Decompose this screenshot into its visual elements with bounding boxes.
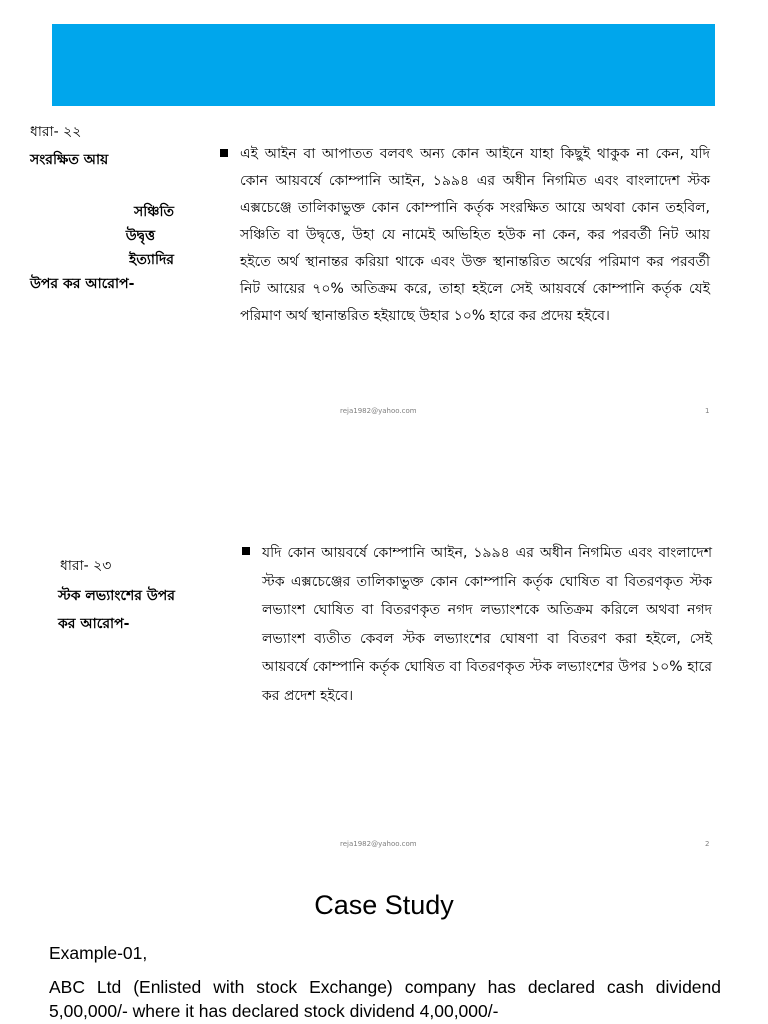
bullet-item — [242, 539, 712, 710]
footer-email: reja1982@yahoo.com — [340, 407, 417, 415]
side-heading-line-3: উদ্বৃত্ত — [125, 228, 155, 244]
slide-1 — [0, 0, 768, 432]
example-body: ABC Ltd (Enlisted with stock Exchange) company has declared cash dividend 5,00,000/- where it has declared stock dividend 4,00,000/- — [49, 977, 721, 1021]
side-heading-line-1: সংরক্ষিত আয় — [30, 152, 109, 168]
title-banner — [52, 24, 715, 106]
slide-title: Case Study — [314, 890, 454, 920]
section-number: ধারা- ২৩ — [60, 558, 112, 574]
footer-email: reja1982@yahoo.com — [340, 840, 417, 848]
bullet-item — [220, 141, 710, 330]
example-label: Example-01, — [49, 943, 148, 963]
side-heading-line-5: উপর কর আরোপ- — [30, 276, 135, 292]
bullet-text: যদি কোন আয়বর্ষে কোম্পানি আইন, ১৯৯৪ এর অধীন নিগমিত এবং বাংলাদেশ স্টক এক্সচেঞ্জের তালিকাভুক্ত কোন কোম্পানি কর্তৃক ঘোষিত বা বিতরণকৃত স্টক লভ্যাংশ ঘোষিত বা বিতরণকৃত নগদ লভ্যাংশকে অতিক্রম করিলে অথবা নগদ লভ্যাংশ ব্যতীত কেবল স্টক লভ্যাংশের ঘোষণা বা বিতরণ করা হইলে, সেই আয়বর্ষে কোম্পানি কর্তৃক ঘোষিত বা বিতরণকৃত স্টক লভ্যাংশের উপর ১০% হারে কর প্রদেশ হইবে। — [262, 545, 712, 704]
side-heading-line-2: সঞ্চিতি — [134, 204, 174, 220]
side-heading-line-1: স্টক লভ্যাংশের উপর — [58, 588, 175, 604]
slide-3 — [0, 864, 768, 1024]
page-number: 1 — [705, 407, 710, 415]
square-bullet-icon — [242, 547, 250, 555]
side-heading-line-2: কর আরোপ- — [58, 616, 130, 632]
side-heading-line-4: ইত্যাদির — [129, 252, 174, 268]
section-number: ধারা- ২২ — [30, 124, 82, 140]
page-number: 2 — [705, 840, 710, 848]
slide-2 — [0, 432, 768, 864]
bullet-text: এই আইন বা আপাতত বলবৎ অন্য কোন আইনে যাহা কিছুই থাকুক না কেন, যদি কোন আয়বর্ষে কোম্পানি আইন, ১৯৯৪ এর অধীন নিগমিত এবং বাংলাদেশ স্টক এক্সচেঞ্জে তালিকাভুক্ত কোন কোম্পানি কর্তৃক সংরক্ষিত আয়ে অথবা কোন তহবিল, সঞ্চিতি বা উদ্বৃত্তে, উহা যে নামেই অভিহিত হউক না কেন, কর পরবর্তী নিট আয় হইতে অর্থ স্থানান্তর করিয়া থাকে এবং উক্ত স্থানান্তরিত অর্থের পরিমাণ কর পরবর্তী নিট আয়ের ৭০% অতিক্রম করে, তাহা হইলে সেই আয়বর্ষে কোম্পানি কর্তৃক যেই পরিমাণ অর্থ স্থানান্তরিত হইয়াছে উহার ১০% হারে কর প্রদেয় হইবে। — [240, 146, 710, 324]
square-bullet-icon — [220, 149, 228, 157]
